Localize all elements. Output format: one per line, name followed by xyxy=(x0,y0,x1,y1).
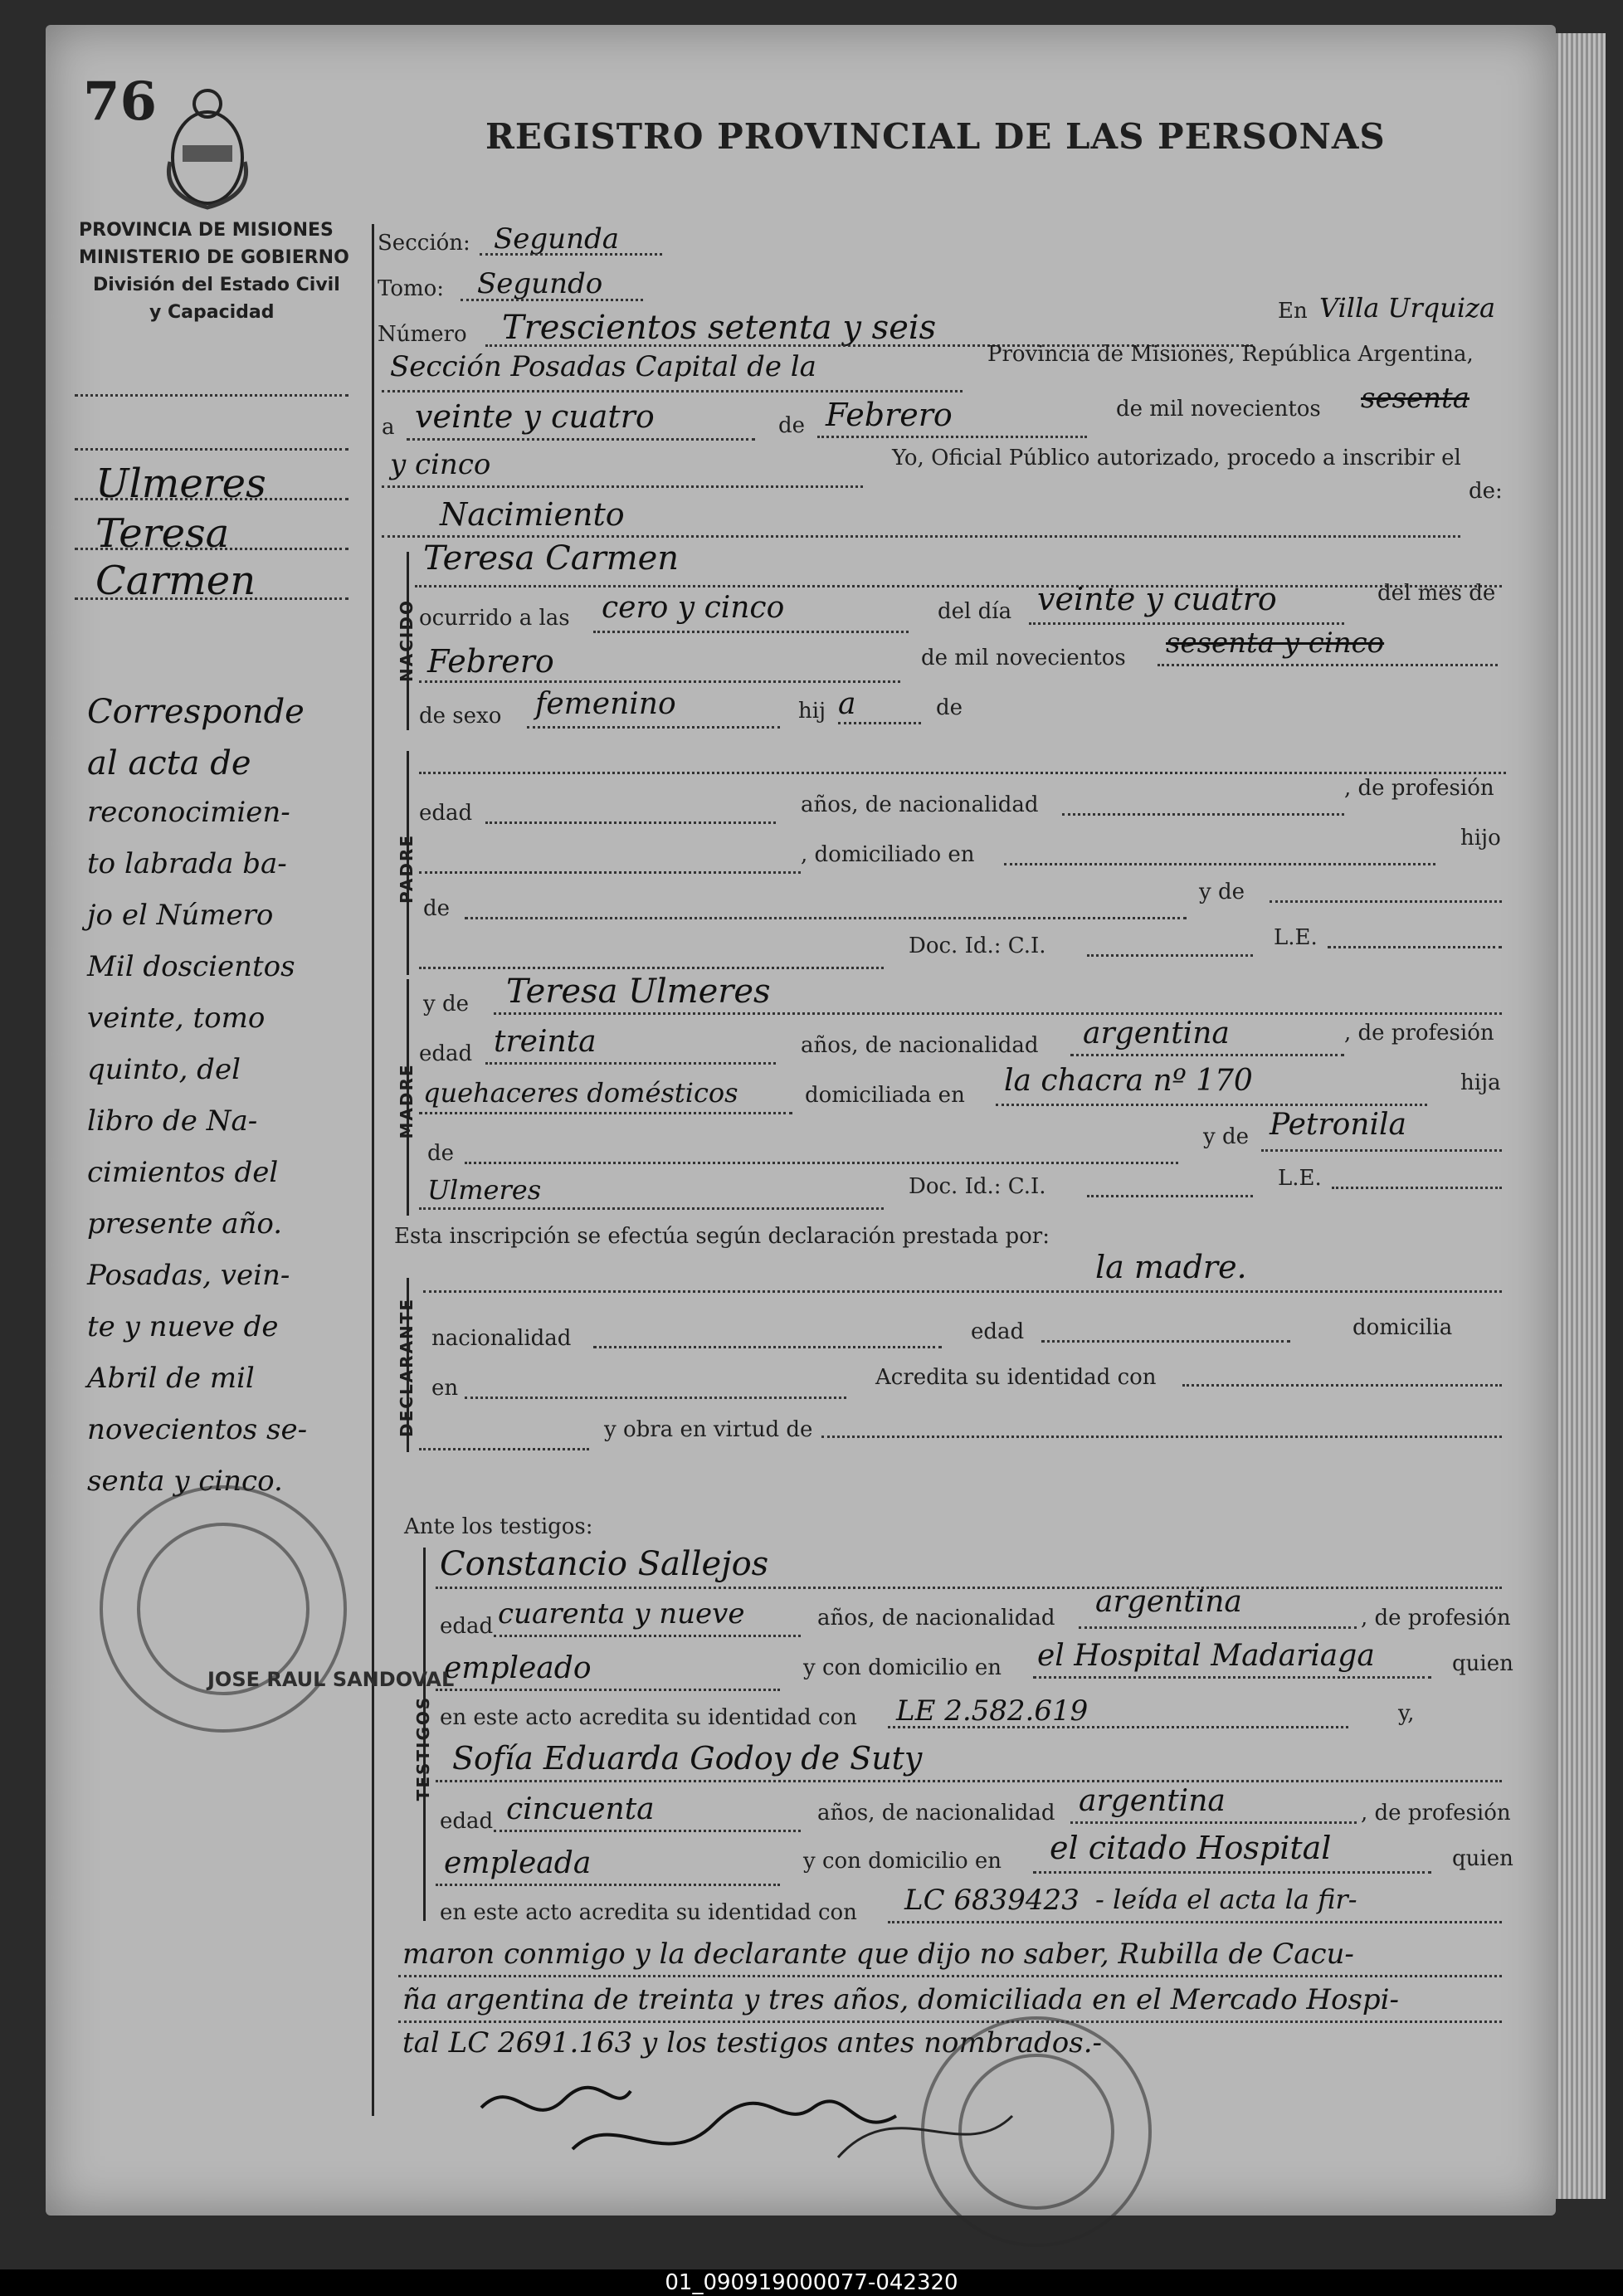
padre-doc-label: Doc. Id.: C.I. xyxy=(909,934,1046,958)
madre-prof-line xyxy=(419,1112,792,1114)
t2-domicilio: el citado Hospital xyxy=(1050,1830,1332,1866)
nacido-dia-line xyxy=(1029,622,1344,625)
t2-doc: LC 6839423 xyxy=(904,1884,1080,1917)
t1-acredita-label: en este acto acredita su identidad con xyxy=(440,1705,857,1730)
tomo-line xyxy=(461,299,643,301)
margin-first-name: Teresa xyxy=(95,510,230,557)
declarante-label: DECLARANTE xyxy=(397,1297,417,1437)
oficial-text: Yo, Oficial Público autorizado, procedo a inscribir el xyxy=(892,446,1461,470)
t1-nac-line xyxy=(1079,1626,1357,1629)
closing-rule-2 xyxy=(398,2021,1502,2023)
t1-edad: cuarenta y nueve xyxy=(498,1597,745,1631)
madre-nacionalidad: argentina xyxy=(1083,1016,1230,1051)
padre-prof-line xyxy=(419,871,801,874)
madre-profesion: quehaceres domésticos xyxy=(423,1077,738,1109)
madre-le-line xyxy=(1332,1187,1502,1189)
office-line-3: División del Estado Civil xyxy=(93,275,340,295)
declarante-edad-line xyxy=(1041,1340,1290,1343)
t2-edad-line xyxy=(494,1830,801,1832)
padre-le-line xyxy=(1328,946,1502,948)
madre-doc-pre-line xyxy=(419,1207,884,1210)
de-label-2: de: xyxy=(1469,479,1503,504)
t1-doc-line xyxy=(888,1726,1348,1728)
margin-note-line: veinte, tomo xyxy=(87,1002,266,1035)
madre-yde2-label: y de xyxy=(1203,1124,1249,1149)
margin-note-line: te y nueve de xyxy=(87,1310,279,1343)
madre-yde-label: y de xyxy=(423,992,469,1016)
page-edge xyxy=(1556,33,1606,2199)
anio-value: sesenta xyxy=(1361,382,1469,415)
margin-note-line: al acta de xyxy=(87,744,251,782)
t1-profesion: empleado xyxy=(444,1651,592,1685)
madre-dom-line xyxy=(996,1104,1427,1106)
madre-hija-label: hija xyxy=(1460,1070,1501,1095)
t1-prof-line xyxy=(436,1689,780,1691)
margin-note-line: quinto, del xyxy=(87,1053,241,1086)
margin-note-line: reconocimien- xyxy=(87,796,290,829)
nacido-anio-label: de mil novecientos xyxy=(921,646,1126,670)
seccion-line xyxy=(480,253,662,256)
nacido-dia: veinte y cuatro xyxy=(1037,581,1277,617)
hijo-line xyxy=(838,722,921,724)
sexo-value: femenino xyxy=(535,687,676,721)
coat-of-arms-icon xyxy=(154,79,261,212)
t2-nacionalidad: argentina xyxy=(1079,1784,1226,1818)
padre-hijo-label: hijo xyxy=(1460,826,1501,851)
declarante-obra-label: y obra en virtud de xyxy=(604,1417,813,1442)
margin-note-line: senta y cinco. xyxy=(87,1465,283,1498)
padre-de-line xyxy=(465,917,1187,919)
del-dia-label: del día xyxy=(938,599,1012,624)
margin-note-line: presente año. xyxy=(87,1207,283,1241)
madre-profesion-label: , de profesión xyxy=(1344,1021,1494,1046)
padre-yde-line xyxy=(1270,900,1502,903)
madre-edad: treinta xyxy=(494,1025,597,1059)
padre-nac-line xyxy=(1062,813,1344,816)
nacido-mes-line xyxy=(419,680,900,683)
margin-line xyxy=(75,448,348,451)
hijo-label: hij xyxy=(798,699,826,724)
en-label: En xyxy=(1278,299,1308,324)
madre-ci-line xyxy=(1087,1195,1253,1197)
madre-domicilio-label: domiciliada en xyxy=(805,1083,965,1108)
t1-edad-label: edad xyxy=(440,1614,494,1639)
t2-doc-line xyxy=(888,1921,1502,1923)
closing-line-2: ña argentina de treinta y tres años, domiciliada en el Mercado Hospi- xyxy=(402,1983,1400,2016)
madre-domicilio: la chacra nº 170 xyxy=(1004,1064,1253,1098)
madre-de-line xyxy=(465,1162,1178,1164)
margin-second-name: Carmen xyxy=(95,558,256,604)
tomo-value: Segundo xyxy=(477,267,603,300)
del-mes-label: del mes de xyxy=(1377,581,1496,606)
madre-le-label: L.E. xyxy=(1278,1166,1322,1191)
t1-profesion-label: , de profesión xyxy=(1361,1606,1511,1631)
anio-label: de mil novecientos xyxy=(1116,397,1321,422)
t1-doc: LE 2.582.619 xyxy=(896,1694,1089,1728)
t2-profesion: empleada xyxy=(444,1846,592,1880)
t2-acredita-label: en este acto acredita su identidad con xyxy=(440,1900,857,1925)
tomo-label: Tomo: xyxy=(378,276,445,301)
margin-note-line: Corresponde xyxy=(87,693,305,731)
t2-nac-line xyxy=(1070,1821,1357,1824)
t1-domicilio-label: y con domicilio en xyxy=(803,1655,1002,1680)
official-seal-bottom-inner xyxy=(958,2054,1114,2210)
seal-stamp-name: JOSE RAUL SANDOVAL xyxy=(207,1668,455,1691)
madre-doc-label: Doc. Id.: C.I. xyxy=(909,1174,1046,1199)
padre-doc-pre-line xyxy=(419,967,884,969)
declarante-quien-line xyxy=(423,1290,1502,1293)
t2-quien-label: quien xyxy=(1452,1846,1513,1871)
t1-quien-label: quien xyxy=(1452,1651,1513,1676)
testigo2-nombre: Sofía Eduarda Godoy de Suty xyxy=(452,1740,923,1777)
madre-padre: Ulmeres xyxy=(427,1174,542,1206)
testigos-ante-label: Ante los testigos: xyxy=(404,1514,593,1539)
margin-note-line: Posadas, vein- xyxy=(87,1259,290,1292)
acto-value: Nacimiento xyxy=(440,496,625,533)
closing-rule-1 xyxy=(398,1975,1502,1977)
anio-value-cont: y cinco xyxy=(390,448,491,481)
mes-line xyxy=(817,436,1087,438)
nombre-line xyxy=(415,585,1502,587)
t1-edad-line xyxy=(494,1635,801,1637)
nacido-label: NACIDO xyxy=(397,599,417,682)
capital-line xyxy=(382,390,963,392)
margin-line xyxy=(75,394,348,397)
declarante-nac-label: nacionalidad xyxy=(431,1326,572,1351)
numero-value: Trescientos setenta y seis xyxy=(502,309,937,347)
seccion-label: Sección: xyxy=(378,231,470,256)
de-label: de xyxy=(778,413,806,438)
sexo-line xyxy=(527,726,780,729)
t2-dom-line xyxy=(1033,1871,1431,1874)
seccion-value: Segunda xyxy=(494,222,620,256)
declarante-edad-label: edad xyxy=(971,1319,1025,1344)
madre-nac-line xyxy=(1070,1054,1344,1056)
padre-label: PADRE xyxy=(397,834,417,904)
office-line-2: MINISTERIO DE GOBIERNO xyxy=(79,247,349,268)
margin-rule xyxy=(372,224,374,2116)
declarante-domicilia-label: domicilia xyxy=(1352,1315,1453,1340)
nacido-de-label: de xyxy=(936,695,963,720)
margin-note-line: cimientos del xyxy=(87,1156,279,1189)
testigo2-nombre-line xyxy=(436,1780,1502,1782)
t1-dom-line xyxy=(1033,1676,1431,1679)
declarante-obra-pre-line xyxy=(419,1448,589,1450)
declarante-acredita-line xyxy=(1182,1384,1502,1387)
margin-surname: Ulmeres xyxy=(95,461,266,507)
t1-domicilio: el Hospital Madariaga xyxy=(1037,1639,1375,1673)
t2-domicilio-label: y con domicilio en xyxy=(803,1849,1002,1874)
sexo-label: de sexo xyxy=(419,704,502,729)
madre-label: MADRE xyxy=(397,1063,417,1139)
acto-line xyxy=(382,535,1460,538)
seccion-capital: Sección Posadas Capital de la xyxy=(390,350,816,383)
madre-edad-line xyxy=(485,1062,776,1065)
dia-value: veinte y cuatro xyxy=(415,398,655,435)
office-line-1: PROVINCIA DE MISIONES xyxy=(79,220,334,241)
padre-profesion-label: , de profesión xyxy=(1344,776,1494,801)
padre-ci-line xyxy=(1087,954,1253,957)
margin-note-line: jo el Número xyxy=(87,899,274,932)
t1-anios-label: años, de nacionalidad xyxy=(817,1606,1055,1631)
hora-line xyxy=(593,631,909,633)
a-label: a xyxy=(382,415,395,440)
t1-y-label: y, xyxy=(1398,1701,1415,1726)
margin-note-line: Mil doscientos xyxy=(87,950,295,983)
register-title: REGISTRO PROVINCIAL DE LAS PERSONAS xyxy=(485,116,1386,157)
padre-domicilio-label: , domiciliado en xyxy=(801,842,975,867)
madre-anios-label: años, de nacionalidad xyxy=(801,1033,1039,1058)
testigos-label: TESTIGOS xyxy=(413,1695,433,1801)
t2-edad-label: edad xyxy=(440,1809,494,1834)
margin-note-line: to labrada ba- xyxy=(87,847,287,880)
declarante-intro: Esta inscripción se efectúa según declaración prestada por: xyxy=(394,1224,1050,1249)
padre-yde-label: y de xyxy=(1199,880,1245,904)
numero-label: Número xyxy=(378,322,467,347)
t2-profesion-label: , de profesión xyxy=(1361,1801,1511,1826)
image-id-footer: 01_090919000077-042320 xyxy=(0,2269,1623,2296)
page-number: 76 xyxy=(83,71,158,133)
t2-edad: cincuenta xyxy=(506,1792,655,1826)
hora-value: cero y cinco xyxy=(602,591,785,625)
provincia-text: Provincia de Misiones, República Argentina, xyxy=(987,342,1474,367)
declarante-en-line xyxy=(465,1397,846,1399)
t2-prof-line xyxy=(436,1884,780,1886)
padre-le-label: L.E. xyxy=(1274,925,1318,950)
office-line-4: y Capacidad xyxy=(149,302,275,323)
anio-line xyxy=(382,485,863,488)
madre-nombre: Teresa Ulmeres xyxy=(506,973,771,1011)
nacido-anio: sesenta y cinco xyxy=(1166,626,1385,660)
closing-line-1: maron conmigo y la declarante que dijo no saber, Rubilla de Cacu- xyxy=(402,1938,1354,1971)
en-value: Villa Urquiza xyxy=(1319,292,1496,324)
padre-dom-line xyxy=(1004,863,1435,865)
mes-value: Febrero xyxy=(826,397,953,433)
testigo1-nombre: Constancio Sallejos xyxy=(440,1545,769,1583)
ocurrido-label: ocurrido a las xyxy=(419,606,570,631)
padre-anios-label: años, de nacionalidad xyxy=(801,792,1039,817)
margin-note-line: Abril de mil xyxy=(87,1362,255,1395)
testigo1-nombre-line xyxy=(436,1587,1502,1589)
hijo-value: a xyxy=(838,687,856,721)
declarante-nac-line xyxy=(593,1346,942,1348)
margin-note-line: novecientos se- xyxy=(87,1413,308,1446)
padre-nombre-line xyxy=(419,772,1506,774)
madre-de-label: de xyxy=(427,1141,455,1166)
t2-doc-cont: - leída el acta la fir- xyxy=(1095,1884,1357,1915)
declarante-acredita-label: Acredita su identidad con xyxy=(875,1365,1157,1390)
madre-madre: Petronila xyxy=(1270,1108,1406,1142)
closing-line-3: tal LC 2691.163 y los testigos antes nombrados.- xyxy=(402,2026,1103,2060)
declarante-quien: la madre. xyxy=(1095,1249,1247,1285)
madre-edad-label: edad xyxy=(419,1041,473,1066)
t1-nacionalidad: argentina xyxy=(1095,1585,1242,1619)
padre-edad-line xyxy=(485,821,776,824)
nacido-nombre: Teresa Carmen xyxy=(423,539,680,578)
padre-de-label: de xyxy=(423,896,451,921)
nacido-anio-line xyxy=(1158,664,1498,666)
padre-edad-label: edad xyxy=(419,801,473,826)
dia-line xyxy=(407,438,755,441)
declarante-obra-line xyxy=(821,1436,1502,1438)
t2-anios-label: años, de nacionalidad xyxy=(817,1801,1055,1826)
declarante-en-label: en xyxy=(431,1376,459,1401)
nacido-mes: Febrero xyxy=(427,643,554,680)
madre-nombre-line xyxy=(494,1012,1502,1015)
margin-note xyxy=(87,693,378,1516)
madre-yde-line xyxy=(1261,1149,1502,1152)
margin-note-line: libro de Na- xyxy=(87,1104,258,1138)
